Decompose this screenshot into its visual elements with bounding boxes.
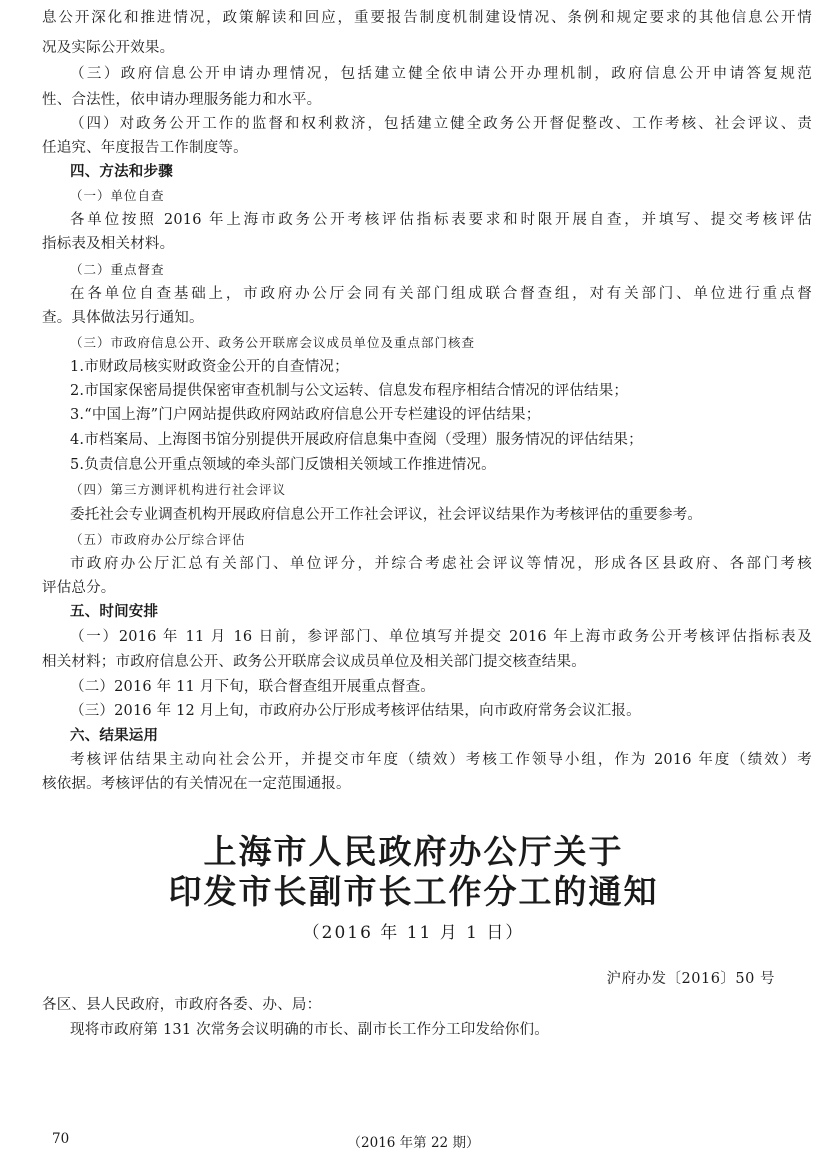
recipients: 各区、县人民政府，市政府各委、办、局： — [42, 997, 322, 1013]
notice-title-line-2: 印发市长副市长工作分工的通知 — [168, 872, 659, 911]
text-line: 性、合法性，依申请办理服务能力和水平。 — [42, 92, 322, 108]
notice-title-line-1: 上海市人民政府办公厅关于 — [203, 832, 624, 871]
text-line: 各单位按照 2016 年上海市政务公开考核评估指标表要求和时限开展自查，并填写、提交考核评估 — [70, 212, 812, 228]
subsection-heading: （一）单位自查 — [70, 188, 165, 203]
page-number: 70 — [52, 1131, 70, 1147]
text-line: （三）2016 年 12 月上旬，市政府办公厅形成考核评估结果，向市政府常务会议汇报。 — [70, 703, 641, 719]
issue-label: （2016 年第 22 期） — [347, 1135, 480, 1151]
text-line: 相关材料；市政府信息公开、政务公开联席会议成员单位及相关部门提交核查结果。 — [42, 654, 586, 670]
text-line: （四）对政务公开工作的监督和权利救济，包括建立健全政务公开督促整改、工作考核、社会评议、责 — [70, 116, 812, 132]
text-line: 评估总分。 — [42, 580, 116, 596]
text-line: 在各单位自查基础上，市政府办公厅会同有关部门组成联合督查组，对有关部门、单位进行重点督 — [70, 286, 812, 302]
text-line: 况及实际公开效果。 — [42, 40, 175, 56]
text-line: （一）2016 年 11 月 16 日前，参评部门、单位填写并提交 2016 年上海市政务公开考核评估指标表及 — [70, 629, 812, 645]
text-line: 息公开深化和推进情况，政策解读和回应，重要报告制度机制建设情况、条例和规定要求的其他信息公开情 — [42, 10, 812, 26]
subsection-heading: （三）市政府信息公开、政务公开联席会议成员单位及重点部门核查 — [70, 335, 476, 350]
subsection-heading: （二）重点督查 — [70, 262, 165, 277]
body-opening: 现将市政府第 131 次常务会议明确的市长、副市长工作分工印发给你们。 — [70, 1022, 549, 1038]
subsection-heading: （四）第三方测评机构进行社会评议 — [70, 482, 287, 497]
section-heading: 六、结果运用 — [70, 727, 159, 744]
section-heading: 五、时间安排 — [70, 603, 159, 620]
notice-date: （2016 年 11 月 1 日） — [302, 923, 525, 943]
list-item: 2.市国家保密局提供保密审查机制与公文运转、信息发布程序相结合情况的评估结果； — [70, 383, 629, 399]
list-item: 4.市档案局、上海图书馆分别提供开展政府信息集中查阅（受理）服务情况的评估结果； — [70, 432, 643, 448]
text-line: （三）政府信息公开申请办理情况，包括建立健全依申请公开办理机制，政府信息公开申请答复规范 — [70, 66, 812, 82]
text-line: 市政府办公厅汇总有关部门、单位评分，并综合考虑社会评议等情况，形成各区县政府、各部门考核 — [70, 556, 812, 572]
text-line: 考核评估结果主动向社会公开，并提交市年度（绩效）考核工作领导小组，作为 2016 年度（绩效）考 — [70, 752, 812, 768]
text-line: （二）2016 年 11 月下旬，联合督查组开展重点督查。 — [70, 679, 435, 695]
text-line: 核依据。考核评估的有关情况在一定范围通报。 — [42, 776, 351, 792]
subsection-heading: （五）市政府办公厅综合评估 — [70, 532, 246, 547]
text-line: 任追究、年度报告工作制度等。 — [42, 140, 248, 156]
list-item: 1.市财政局核实财政资金公开的自查情况； — [70, 359, 349, 375]
text-line: 查。具体做法另行通知。 — [42, 310, 204, 326]
text-line: 委托社会专业调查机构开展政府信息公开工作社会评议，社会评议结果作为考核评估的重要参考。 — [70, 507, 703, 523]
section-heading: 四、方法和步骤 — [70, 163, 173, 180]
list-item: 3.“中国上海”门户网站提供政府网站政府信息公开专栏建设的评估结果； — [70, 407, 541, 423]
list-item: 5.负责信息公开重点领域的牵头部门反馈相关领域工作推进情况。 — [70, 457, 496, 473]
text-line: 指标表及相关材料。 — [42, 236, 175, 252]
document-number: 沪府办发〔2016〕50 号 — [606, 971, 775, 987]
